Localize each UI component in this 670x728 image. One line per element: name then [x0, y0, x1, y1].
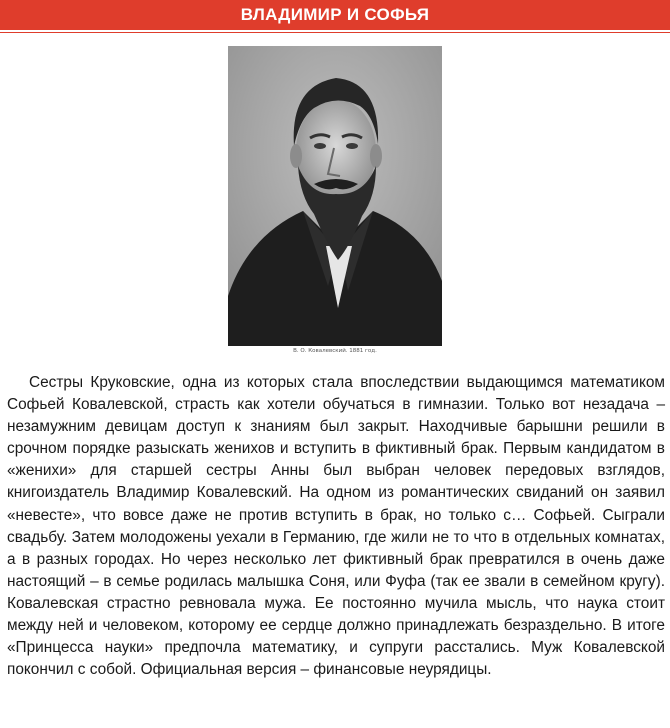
article-body: Сестры Круковские, одна из которых стала впоследствии выдающимся математиком Софьей Ковалевской, страсть как хотели обучаться в гимназии. Только вот незадача – незамужним девицам доступ к знаниям был закрыт. Находчивые барышни решили в срочном порядке разыскать женихов и вступить в фиктивный брак. Первым кандидатом в «женихи» для старшей сестры Анны был выбран человек передовых взглядов, книгоиздатель Владимир Ковалевский. На одном из романтических свиданий он заявил «невесте», что вовсе даже не против вступить в брак, но только с… Софьей. Сыграли свадьбу. Затем молодожены уехали в Германию, где жили не то что в отдельных комнатах, а в разных городах. Но через несколько лет фиктивный брак превратился в очень даже настоящий – в семье родилась малышка Соня, или Фуфа (так ее звали в семейном кругу). Ковалевская страстно ревновала мужа. Ее постоянно мучила мысль, что наука стоит между ней и человеком, которому ее сердце должно принадлежать безраздельно. В итоге «Принцесса науки» предпочла математику, и супруги расстались. Муж Ковалевской покончил с собой. Официальная версия – финансовые неурядицы.	[7, 374, 665, 679]
page-title-banner	[0, 0, 670, 30]
portrait-photo	[228, 46, 442, 346]
title-divider	[0, 32, 670, 33]
portrait-figure	[228, 46, 442, 360]
photo-caption: В. О. Ковалевский. 1881 год.	[293, 348, 377, 354]
page-title: ВЛАДИМИР И СОФЬЯ	[240, 5, 430, 24]
